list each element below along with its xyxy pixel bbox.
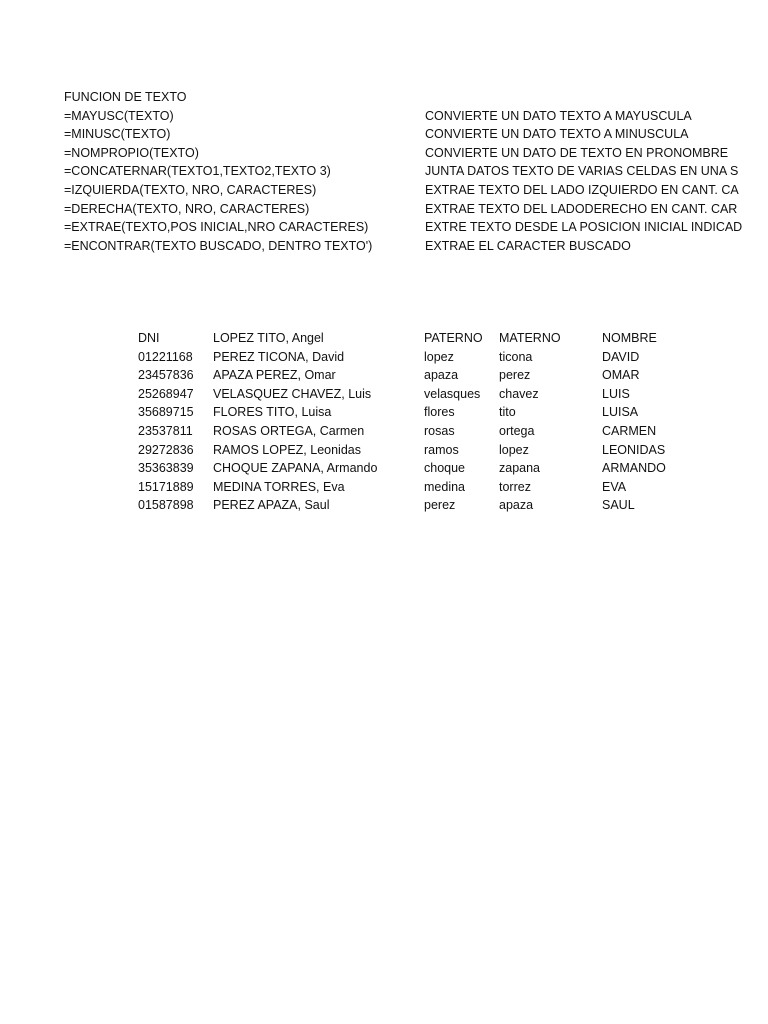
cell-paterno: lopez	[424, 349, 454, 364]
cell-nombre: EVA	[602, 479, 627, 494]
function-formula: =EXTRAE(TEXTO,POS INICIAL,NRO CARACTERES)	[64, 220, 369, 235]
cell-nombre: CARMEN	[602, 423, 657, 438]
cell-materno: lopez	[499, 442, 529, 457]
cell-dni: 25268947	[138, 386, 194, 401]
cell-dni: 01587898	[138, 498, 194, 513]
function-description: EXTRE TEXTO DESDE LA POSICION INICIAL INDICAD	[425, 220, 743, 235]
header-nombre: NOMBRE	[602, 331, 657, 345]
function-row	[64, 200, 768, 219]
cell-full-name: MEDINA TORRES, Eva	[213, 479, 345, 494]
cell-dni: 01221168	[138, 349, 193, 364]
function-description: CONVIERTE UN DATO DE TEXTO EN PRONOMBRE	[425, 145, 729, 160]
function-row	[64, 181, 768, 200]
cell-nombre: SAUL	[602, 498, 635, 513]
cell-paterno: ramos	[424, 442, 459, 457]
function-formula: =DERECHA(TEXTO, NRO, CARACTERES)	[64, 201, 310, 216]
function-row	[64, 125, 768, 144]
function-description: CONVIERTE UN DATO TEXTO A MINUSCULA	[425, 127, 689, 142]
cell-dni: 23457836	[138, 368, 194, 383]
function-formula: =MAYUSC(TEXTO)	[64, 108, 174, 123]
cell-nombre: LEONIDAS	[602, 442, 666, 457]
cell-materno: apaza	[499, 498, 534, 513]
cell-paterno: choque	[424, 461, 466, 476]
function-formula: =MINUSC(TEXTO)	[64, 127, 171, 142]
cell-materno: chavez	[499, 386, 539, 401]
cell-paterno: apaza	[424, 368, 459, 383]
function-formula: =NOMPROPIO(TEXTO)	[64, 145, 199, 160]
cell-paterno: rosas	[424, 423, 455, 438]
cell-dni: 29272836	[138, 442, 194, 457]
cell-full-name: VELASQUEZ CHAVEZ, Luis	[213, 386, 372, 401]
cell-materno: zapana	[499, 461, 541, 476]
cell-dni: 35363839	[138, 461, 194, 476]
cell-full-name: RAMOS LOPEZ, Leonidas	[213, 442, 361, 457]
cell-materno: ortega	[499, 423, 535, 438]
cell-full-name: CHOQUE ZAPANA, Armando	[213, 461, 378, 476]
header-full-name: LOPEZ TITO, Angel	[213, 331, 324, 345]
cell-full-name: PEREZ TICONA, David	[213, 349, 345, 364]
function-formula: =IZQUIERDA(TEXTO, NRO, CARACTERES)	[64, 182, 317, 197]
cell-paterno: medina	[424, 479, 465, 494]
function-formula: =ENCONTRAR(TEXTO BUSCADO, DENTRO TEXTO')	[64, 238, 373, 253]
function-formula: =CONCATERNAR(TEXTO1,TEXTO2,TEXTO 3)	[64, 164, 331, 179]
cell-dni: 15171889	[138, 479, 194, 494]
function-row	[64, 107, 768, 126]
cell-full-name: FLORES TITO, Luisa	[213, 405, 332, 420]
function-description: CONVIERTE UN DATO TEXTO A MAYUSCULA	[425, 108, 692, 123]
cell-paterno: flores	[424, 405, 455, 420]
text-functions-section	[64, 88, 768, 255]
header-paterno: PATERNO	[424, 331, 483, 345]
function-description: EXTRAE TEXTO DEL LADODERECHO EN CANT. CAR	[425, 201, 738, 216]
cell-nombre: DAVID	[602, 349, 640, 364]
cell-nombre: OMAR	[602, 368, 640, 383]
cell-full-name: ROSAS ORTEGA, Carmen	[213, 423, 365, 438]
function-description: JUNTA DATOS TEXTO DE VARIAS CELDAS EN UNA S	[425, 164, 739, 179]
section-title: FUNCION DE TEXTO	[64, 90, 187, 104]
header-materno: MATERNO	[499, 331, 561, 345]
function-row	[64, 237, 768, 256]
function-row	[64, 218, 768, 237]
cell-materno: tito	[499, 405, 516, 420]
cell-materno: torrez	[499, 479, 531, 494]
header-dni: DNI	[138, 331, 160, 345]
cell-materno: ticona	[499, 349, 533, 364]
cell-materno: perez	[499, 368, 531, 383]
function-description: EXTRAE EL CARACTER BUSCADO	[425, 238, 631, 253]
cell-full-name: APAZA PEREZ, Omar	[213, 368, 336, 383]
cell-nombre: ARMANDO	[602, 461, 666, 476]
function-description: EXTRAE TEXTO DEL LADO IZQUIERDO EN CANT. CA	[425, 182, 739, 197]
function-list	[64, 107, 768, 256]
cell-paterno: perez	[424, 498, 456, 513]
function-row	[64, 162, 768, 181]
cell-nombre: LUISA	[602, 405, 639, 420]
cell-full-name: PEREZ APAZA, Saul	[213, 498, 330, 513]
cell-dni: 35689715	[138, 405, 194, 420]
cell-dni: 23537811	[138, 423, 193, 438]
function-row	[64, 144, 768, 163]
cell-nombre: LUIS	[602, 386, 630, 401]
cell-paterno: velasques	[424, 386, 481, 401]
